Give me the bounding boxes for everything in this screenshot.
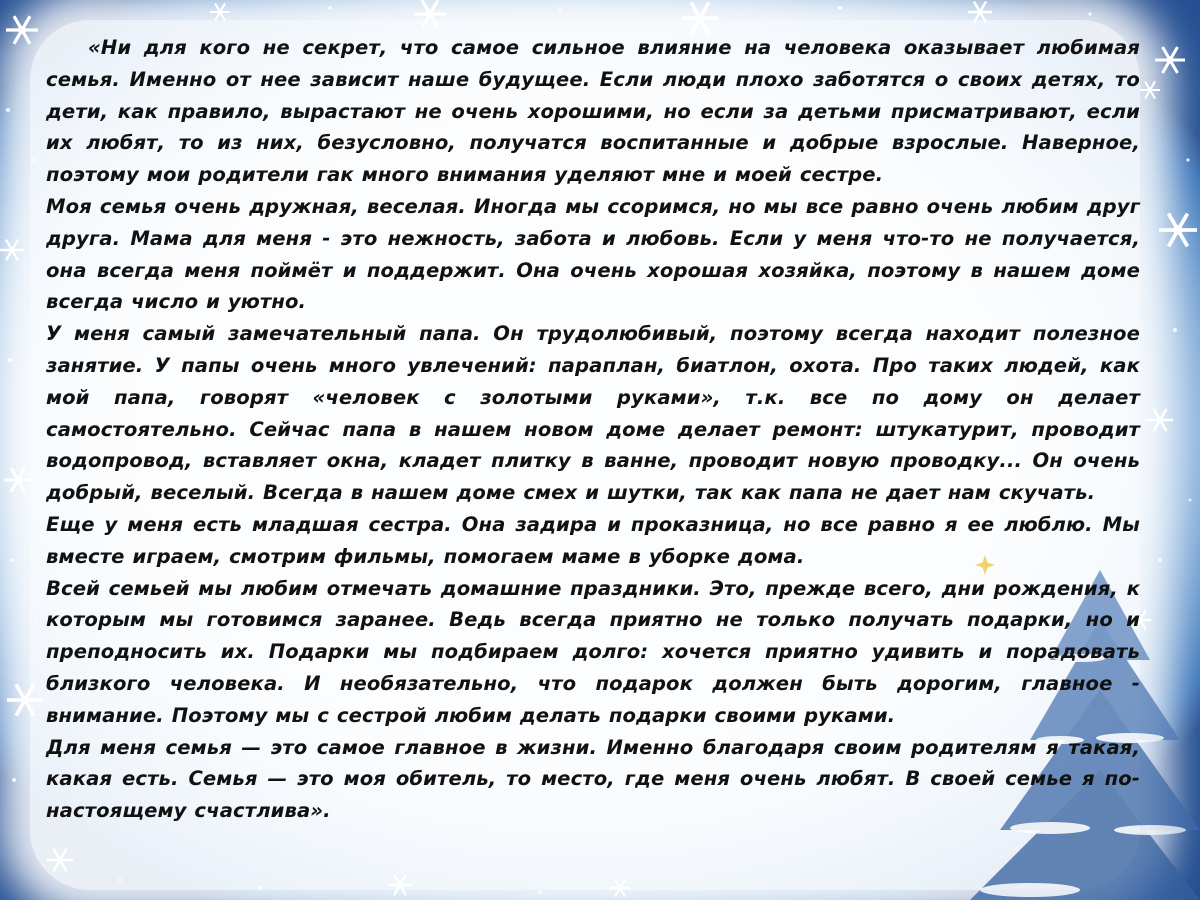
paragraph-dad: У меня самый замечательный папа. Он трудолюбивый, поэтому всегда находит полезное занятие. У папы очень много увлечений: параплан, биатлон, охота. Про таких людей, как мой папа, говорят «человек с золотыми руками», т.к. все по дому он делает самостоятельно. Сейчас папа в нашем новом доме делает ремонт: штукатурит, проводит водопровод, вставляет окна, кладет плитку в ванне, проводит новую проводку... Он очень добрый, веселый. Всегда в нашем доме смех и шутки, так как папа не дает нам скучать. bbox=[46, 322, 1140, 505]
paragraph-intro: «Ни для кого не секрет, что самое сильное влияние на человека оказывает любимая семья. Именно от нее зависит наше будущее. Если люди плохо заботятся о своих детях, то дети, как правило, вырастают не очень хорошими, но если за детьми присматривают, если их любят, то из них, безусловно, получатся воспитанные и добрые взрослые. Наверное, поэтому мои родители гак много внимания уделяют мне и моей сестре. bbox=[46, 36, 1140, 187]
paragraph-family: Моя семья очень дружная, веселая. Иногда мы ссоримся, но мы все равно очень любим друг друга. Мама для меня - это нежность, забота и любовь. Если у меня что-то не получается, она всегда меня поймёт и поддержит. Она очень хорошая хозяйка, поэтому в нашем доме всегда число и уютно. bbox=[46, 194, 1140, 314]
paragraph-holidays: Всей семьей мы любим отмечать домашние праздники. Это, прежде всего, дни рождения, к которым мы готовимся заранее. Ведь всегда приятно не только получать подарки, но и преподносить их. Подарки мы подбираем долго: хочется приятно удивить и порадовать близкого человека. И необязательно, что подарок должен быть дорогим, главное - внимание. Поэтому мы с сестрой любим делать подарки своими руками. bbox=[46, 576, 1140, 727]
essay-text bbox=[46, 32, 1140, 827]
paragraph-sister: Еще у меня есть младшая сестра. Она задира и проказница, но все равно я ее люблю. Мы вместе играем, смотрим фильмы, помогаем маме в уборке дома. bbox=[46, 512, 1140, 568]
paragraph-conclusion: Для меня семья — это самое главное в жизни. Именно благодаря своим родителям я такая, какая есть. Семья — это моя обитель, то место, где меня очень любят. В своей семье я по-настоящему счастлива». bbox=[46, 735, 1140, 823]
